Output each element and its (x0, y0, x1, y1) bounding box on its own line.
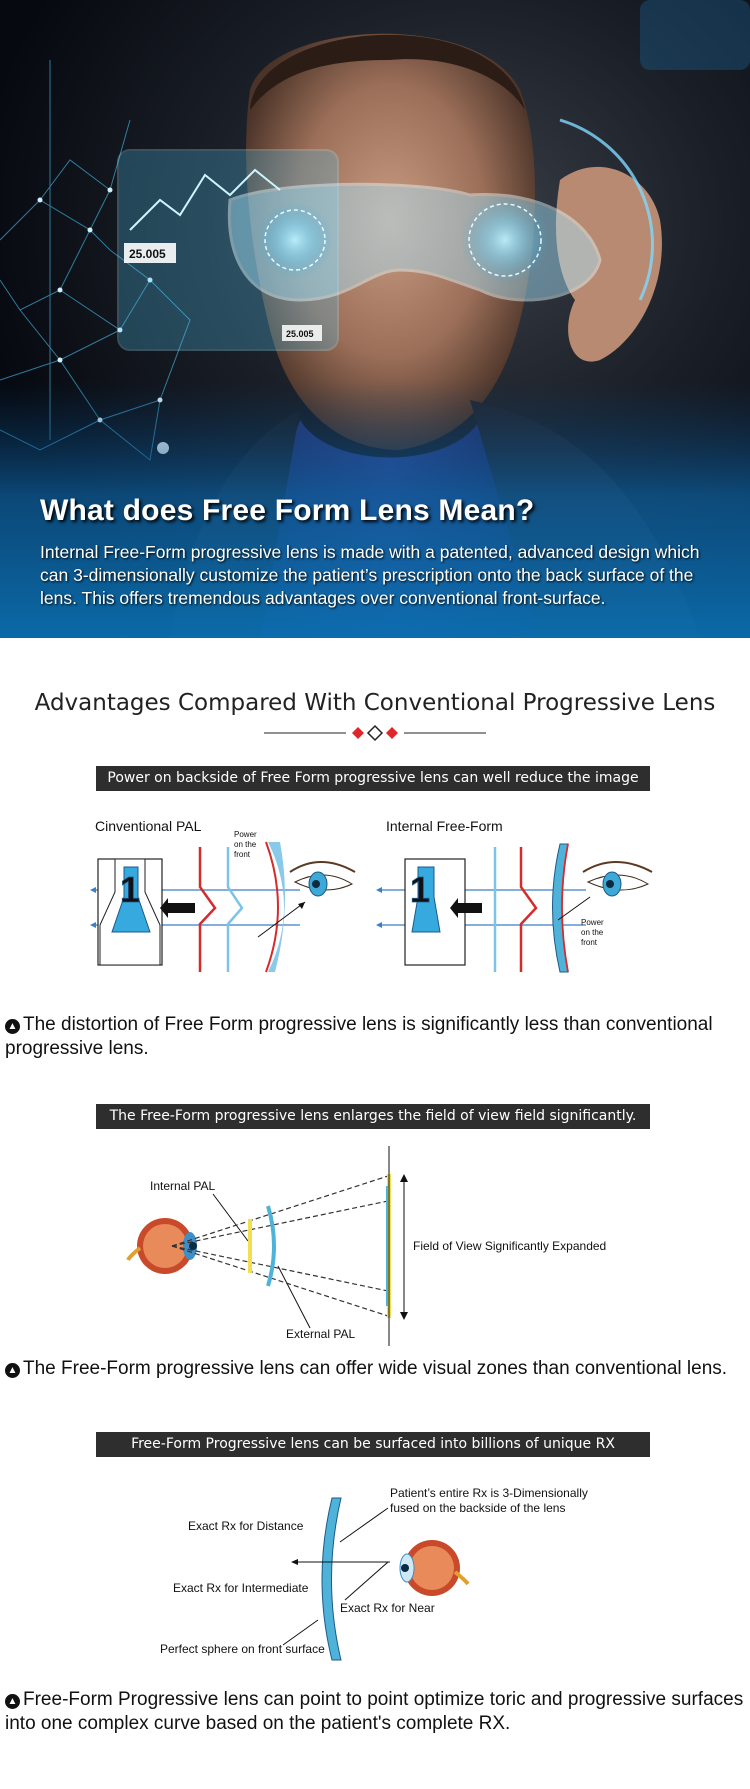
hero-description: Internal Free-Form progressive lens is made with a patented, advanced design which can 3-dimensionally customize the patient’s prescription onto the back surface of the lens. This offers tremendous advantages over conventional front-surface. (40, 542, 700, 608)
conventional-pal-label: Cinventional PAL (95, 818, 202, 834)
eye-icon (128, 1218, 197, 1274)
diamond-icon (352, 727, 364, 739)
svg-text:Power: Power (581, 918, 604, 927)
field-of-view-label: Field of View Significantly Expanded (413, 1239, 607, 1253)
distance-label: Exact Rx for Distance (188, 1519, 304, 1533)
point-distortion: ▲ The distortion of Free Form progressive lens is significantly less than conventional progressive lens. (5, 1014, 713, 1059)
chevron-up-circle-icon: ▲ (5, 1363, 20, 1378)
rx-diagram (0, 1480, 750, 1670)
section-title: Advantages Compared With Conventional Progressive Lens (34, 690, 716, 716)
eye-icon (583, 862, 652, 896)
hud-value-1: 25.005 (129, 247, 166, 261)
rx-label-line1: Patient’s entire Rx is 3-Dimensionally (390, 1486, 588, 1500)
near-label: Exact Rx for Near (340, 1601, 435, 1615)
hud-value-2: 25.005 (286, 329, 314, 339)
svg-text:Power: Power (234, 830, 257, 839)
svg-text:on the: on the (581, 928, 604, 937)
title-divider (264, 722, 486, 744)
external-pal-label: External PAL (286, 1327, 356, 1341)
internal-pal-label: Internal PAL (150, 1179, 216, 1193)
lens-glow-right (461, 196, 549, 284)
svg-text:1: 1 (120, 869, 141, 910)
diamond-icon (386, 727, 398, 739)
eye-icon (400, 1540, 468, 1596)
hero-banner (0, 0, 750, 638)
banner-rx-combinations: Free-Form Progressive lens can be surfaced into billions of unique RX combinations. (96, 1432, 650, 1457)
arrow-left-icon (160, 898, 195, 918)
free-form-diagram (376, 844, 652, 972)
banner-field-of-view: The Free-Form progressive lens enlarges the field of view field significantly. (96, 1104, 650, 1129)
svg-text:on the: on the (234, 840, 257, 849)
svg-text:1: 1 (410, 869, 431, 910)
free-form-lens (322, 1498, 341, 1660)
field-of-view-diagram (0, 1146, 750, 1346)
conventional-diagram (90, 830, 355, 972)
intermediate-label: Exact Rx for Intermediate (173, 1581, 309, 1595)
svg-text:front: front (581, 938, 598, 947)
point-visual-zones: ▲ The Free-Form progressive lens can offer wide visual zones than conventional lens. (5, 1357, 745, 1381)
chevron-up-circle-icon: ▲ (5, 1019, 20, 1034)
chevron-up-circle-icon: ▲ (5, 1694, 20, 1709)
hero-title: What does Free Form Lens Mean? (40, 494, 535, 527)
distortion-diagram (0, 812, 750, 982)
point-optimize-surfaces: ▲ Free-Form Progressive lens can point to point optimize toric and progressive surfaces into one complex curve based on the patient's complete RX. (5, 1689, 744, 1734)
external-pal-lens (268, 1206, 274, 1286)
banner-image-distortion: Power on backside of Free Form progressive lens can well reduce the image distortion. (96, 766, 650, 791)
diamond-icon (368, 726, 382, 740)
svg-text:front: front (234, 850, 251, 859)
rx-label-line2: fused on the backside of the lens (390, 1501, 566, 1515)
sphere-label: Perfect sphere on front surface (160, 1642, 325, 1656)
eye-icon (290, 862, 355, 896)
internal-free-form-label: Internal Free-Form (386, 818, 503, 834)
lens-glow-left (257, 202, 333, 278)
